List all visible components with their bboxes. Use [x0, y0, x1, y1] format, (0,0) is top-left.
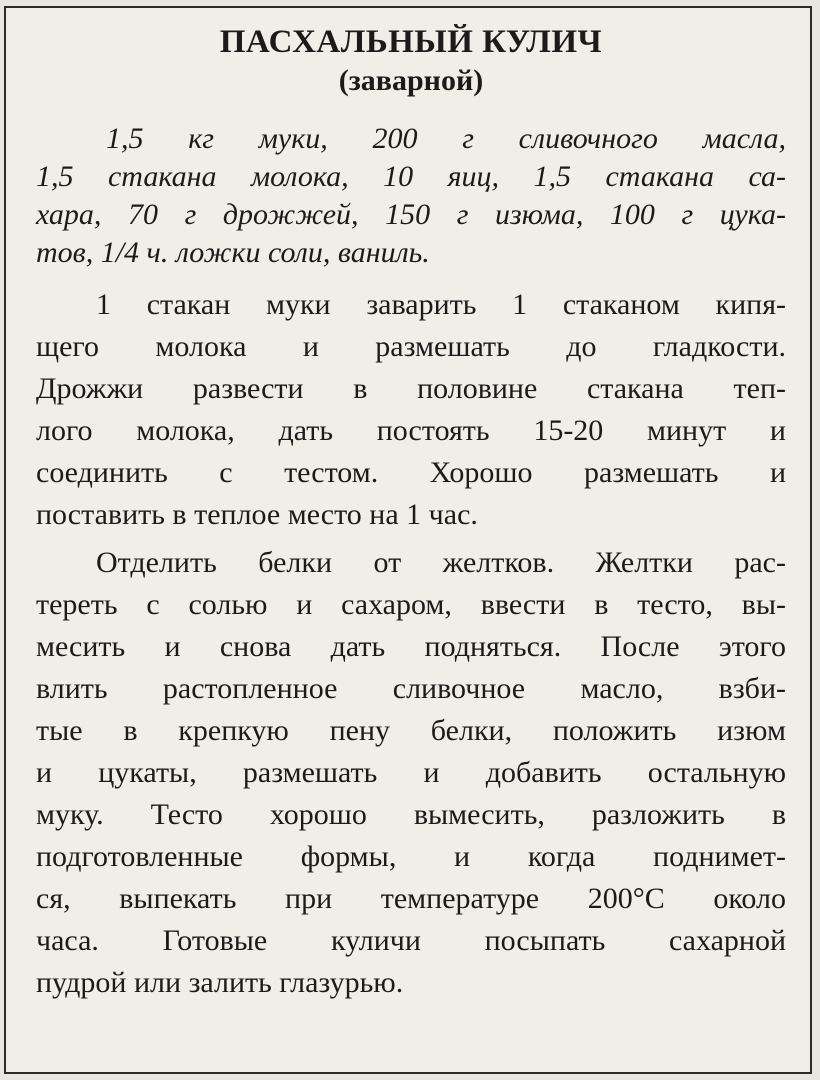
paragraph-line: месить и снова дать подняться. После этого	[36, 630, 786, 663]
paragraph-line: щего молока и размешать до гладкости.	[36, 330, 786, 363]
ingredients-line: хара, 70 г дрожжей, 150 г изюма, 100 г цука-	[36, 198, 786, 231]
paragraph-line: часа. Готовые куличи посыпать сахарной	[36, 924, 786, 957]
paragraph-line: ся, выпекать при температуре 200°C около	[36, 882, 786, 915]
paragraph-line: тереть с солью и сахаром, ввести в тесто, вы-	[36, 588, 786, 621]
paragraph-line: соединить с тестом. Хорошо размешать и	[36, 456, 786, 489]
ingredients-line: 1,5 кг муки, 200 г сливочного масла,	[106, 122, 786, 155]
recipe-title: ПАСХАЛЬНЫЙ КУЛИЧ	[219, 24, 603, 60]
paragraph-line: Дрожжи развести в половине стакана теп-	[36, 372, 786, 405]
paragraph-line: и цукаты, размешать и добавить остальную	[36, 756, 786, 789]
paragraph-line: 1 стакан муки заварить 1 стаканом кипя-	[96, 288, 786, 321]
instructions-paragraph-2	[36, 542, 786, 1004]
paragraph-line: влить растопленное сливочное масло, взби-	[36, 672, 786, 705]
paragraph-line: Отделить белки от желтков. Желтки рас-	[96, 546, 786, 579]
paragraph-line: пудрой или залить глазурью.	[36, 966, 404, 999]
recipe-page	[4, 6, 812, 1074]
paragraph-line: муку. Тесто хорошо вымесить, разложить в	[36, 798, 786, 831]
ingredients-line: 1,5 стакана молока, 10 яиц, 1,5 стакана са-	[36, 160, 786, 193]
paragraph-line: поставить в теплое место на 1 час.	[36, 498, 478, 531]
ingredients-block	[36, 120, 786, 272]
paragraph-line: лого молока, дать постоять 15-20 минут и	[36, 414, 786, 447]
recipe-subtitle: (заварной)	[338, 64, 484, 97]
instructions-paragraph-1	[36, 284, 786, 536]
ingredients-line: тов, 1/4 ч. ложки соли, ваниль.	[36, 236, 430, 269]
paragraph-line: подготовленные формы, и когда поднимет-	[36, 840, 786, 873]
paragraph-line: тые в крепкую пену белки, положить изюм	[36, 714, 786, 747]
